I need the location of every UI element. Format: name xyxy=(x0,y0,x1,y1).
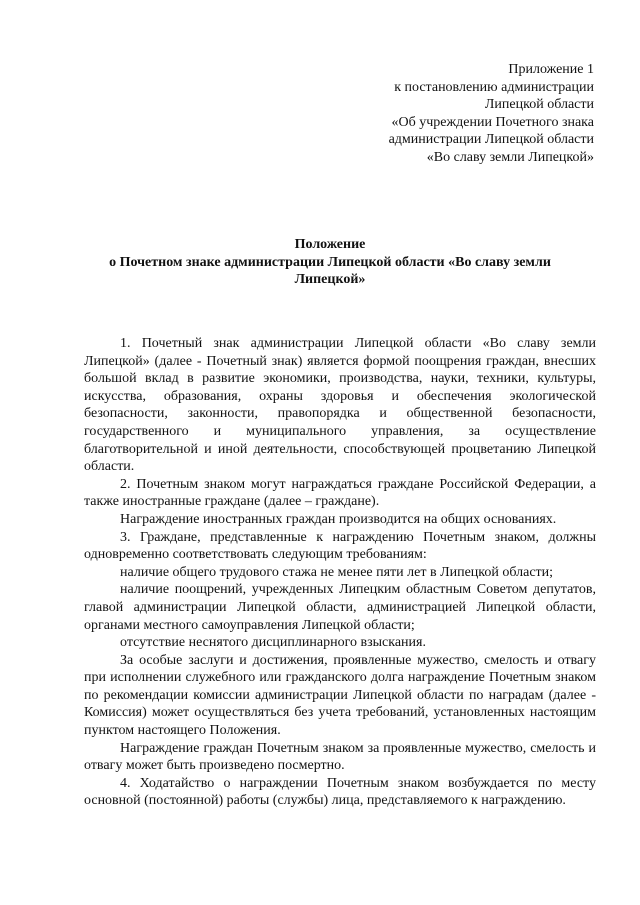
title-heading: Положение xyxy=(294,237,366,252)
document-body xyxy=(84,335,596,810)
paragraph: 4. Ходатайство о награждении Почетным знаком возбуждается по месту основной (постоянной) работы (службы) лица, представляемого к награждению. xyxy=(84,775,596,809)
appendix-line: Приложение 1 xyxy=(508,62,594,77)
document-title xyxy=(60,236,600,289)
paragraph: Награждение граждан Почетным знаком за проявленные мужество, смелость и отвагу может быть произведено посмертно. xyxy=(84,740,596,774)
appendix-line: «Во славу земли Липецкой» xyxy=(426,149,594,165)
title-subtitle-line: Липецкой» xyxy=(294,272,366,288)
paragraph: наличие общего трудового стажа не менее пяти лет в Липецкой области; xyxy=(120,564,554,580)
paragraph: 2. Почетным знаком могут награждаться граждане Российской Федерации, а также иностранные граждане (далее – граждане). xyxy=(84,476,596,510)
appendix-line: к постановлению администрации xyxy=(394,79,594,95)
appendix-line: Липецкой области xyxy=(484,97,594,113)
paragraph: 3. Граждане, представленные к награждению Почетным знаком, должны одновременно соответствовать следующим требованиям: xyxy=(84,529,596,563)
paragraph: За особые заслуги и достижения, проявленные мужество, смелость и отвагу при исполнении служебного или гражданского долга награждение Почетным знаком по рекомендации комиссии администрации Липецкой области по наградам (далее - Комиссия) может осуществляться без учета требований, установленных настоящим пунктом настоящего Положения. xyxy=(84,652,596,739)
title-subtitle-line: о Почетном знаке администрации Липецкой области «Во славу земли xyxy=(109,254,551,270)
paragraph: 1. Почетный знак администрации Липецкой области «Во славу земли Липецкой» (далее - Почетный знак) является формой поощрения граждан, внесших большой вклад в развитие экономики, производства, науки, техники, культуры, искусства, образования, охраны здоровья и обеспечения экологической безопасности, законности, правопорядка и общественной безопасности, государственного и муниципального управления, за осуществление благотворительной и иной деятельности, способствующей процветанию Липецкой области. xyxy=(84,336,596,475)
appendix-header xyxy=(274,61,594,167)
appendix-line: администрации Липецкой области xyxy=(388,132,594,148)
paragraph: Награждение иностранных граждан производится на общих основаниях. xyxy=(120,511,557,527)
appendix-line: «Об учреждении Почетного знака xyxy=(391,114,594,130)
paragraph: отсутствие неснятого дисциплинарного взыскания. xyxy=(120,635,426,651)
paragraph: наличие поощрений, учрежденных Липецким областным Советом депутатов, главой администрации Липецкой области, администрацией Липецкой области, органами местного самоуправления Липецкой области; xyxy=(84,582,596,633)
